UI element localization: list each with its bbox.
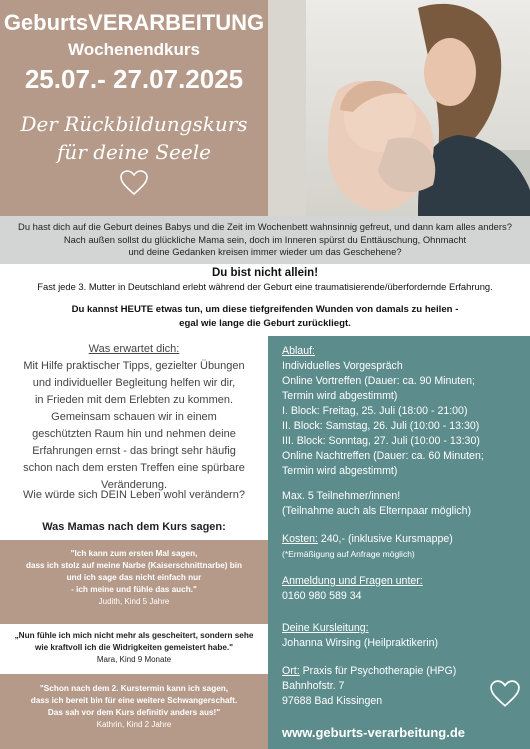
tagline-line-1: Der Rückbildungskurs bbox=[20, 112, 248, 136]
testimonial-author: Mara, Kind 9 Monate bbox=[96, 655, 172, 664]
schedule-line: II. Block: Samstag, 26. Juli (10:00 - 13:30) bbox=[282, 420, 480, 432]
location-label: Ort: bbox=[282, 665, 300, 677]
lead-block bbox=[282, 621, 526, 651]
schedule-line: III. Block: Sonntag, 27. Juli (10:00 - 13:30) bbox=[282, 435, 480, 447]
expect-question: Wie würde sich DEIN Leben wohl verändern? bbox=[23, 489, 245, 501]
participants-max: Max. 5 Teilnehmer/innen! bbox=[282, 490, 401, 502]
heart-outline-icon bbox=[120, 170, 148, 196]
testimonial-1 bbox=[0, 540, 268, 624]
expect-line: Gemeinsam schauen wir in einem bbox=[51, 411, 217, 423]
tagline-line-2: für deine Seele bbox=[57, 140, 211, 164]
not-alone-text: Fast jede 3. Mutter in Deutschland erlebt während der Geburt eine traumatisierende/überfordernde Erfahrung. bbox=[37, 281, 493, 292]
intro-line-3: und deine Gedanken kreisen immer wieder um das Geschehene? bbox=[128, 246, 402, 257]
testimonial-author: Kathrin, Kind 2 Jahre bbox=[96, 720, 172, 729]
intro-line-2: Nach außen sollst du glückliche Mama sein, doch im Inneren spürst du Enttäuschung, Ohnmacht bbox=[63, 234, 467, 245]
website-link[interactable]: www.geburts-verarbeitung.de bbox=[282, 725, 465, 740]
expect-line: und individueller Begleitung helfen wir dir, bbox=[32, 377, 236, 389]
location-line-1 bbox=[282, 664, 526, 679]
header-panel bbox=[0, 0, 268, 216]
registration-phone[interactable]: 0160 980 589 34 bbox=[282, 590, 362, 602]
expect-line: Erfahrungen ernst - das bringt sehr häufig bbox=[32, 445, 236, 457]
costs-block bbox=[282, 532, 526, 562]
testimonial-line: wie kraftvoll ich die Widrigkeiten gemeistert habe." bbox=[34, 643, 234, 652]
today-section bbox=[0, 300, 530, 336]
course-type: Wochenendkurs bbox=[68, 40, 200, 59]
testimonial-line: und ich sage das nicht einfach nur bbox=[66, 573, 202, 582]
right-column bbox=[268, 336, 530, 749]
schedule-block bbox=[282, 344, 526, 479]
intro-line-1: Du hast dich auf die Geburt deines Babys und die Zeit im Wochenbett wahnsinnig gefreut, und dann kam alles anders? bbox=[18, 221, 512, 232]
schedule-heading: Ablauf: bbox=[282, 345, 315, 357]
location-name: Praxis für Psychotherapie (HPG) bbox=[299, 665, 457, 677]
testimonial-line: Das sah vor dem Kurs definitiv anders aus!" bbox=[47, 708, 221, 717]
expect-line: Veränderung. bbox=[100, 479, 168, 491]
registration-label: Anmeldung und Fragen unter: bbox=[282, 575, 423, 587]
costs-line bbox=[282, 532, 526, 547]
testimonial-line: "Ich kann zum ersten Mal sagen, bbox=[70, 549, 198, 558]
registration-block bbox=[282, 574, 526, 604]
expect-heading: Was erwartet dich: bbox=[88, 343, 180, 355]
expect-text bbox=[8, 358, 260, 494]
schedule-line: Online Nachtreffen (Dauer: ca. 60 Minuten; bbox=[282, 450, 484, 462]
brand-title: GeburtsVERARBEITUNG bbox=[3, 10, 265, 35]
schedule-line: Individuelles Vorgespräch bbox=[282, 360, 403, 372]
schedule-line: Online Vortreffen (Dauer: ca. 90 Minuten; bbox=[282, 375, 475, 387]
expect-line: geschützten Raum hin und nehmen deine bbox=[32, 428, 236, 440]
expect-line: schon nach dem ersten Treffen eine spürbare bbox=[23, 462, 245, 474]
testimonial-line: dass ich stolz auf meine Narbe (Kaiserschnittnarbe) bin bbox=[25, 561, 243, 570]
location-city: 97688 Bad Kissingen bbox=[282, 695, 383, 707]
left-column bbox=[0, 336, 268, 749]
lead-label: Deine Kursleitung: bbox=[282, 622, 369, 634]
costs-note: (*Ermäßigung auf Anfrage möglich) bbox=[282, 549, 415, 559]
participants-note: (Teilnahme auch als Elternpaar möglich) bbox=[282, 505, 472, 517]
testimonial-line: dass ich bereit bin für eine weitere Schwangerschaft. bbox=[30, 696, 238, 705]
expect-line: in Frieden mit dem Erlebten zu kommen. bbox=[34, 394, 234, 406]
testimonial-3 bbox=[0, 674, 268, 749]
testimonial-line: - ich meine und fühle das auch." bbox=[71, 585, 197, 594]
testimonials-heading: Was Mamas nach dem Kurs sagen: bbox=[42, 521, 226, 533]
not-alone-section bbox=[0, 264, 530, 300]
mother-baby-photo bbox=[268, 0, 530, 216]
testimonial-author: Judith, Kind 5 Jahre bbox=[98, 597, 170, 606]
testimonial-line: "Schon nach dem 2. Kurstermin kann ich sagen, bbox=[39, 684, 229, 693]
schedule-line: I. Block: Freitag, 25. Juli (18:00 - 21:00) bbox=[282, 405, 468, 417]
schedule-line: Termin wird abgestimmt) bbox=[282, 465, 398, 477]
schedule-line: Termin wird abgestimmt) bbox=[282, 390, 398, 402]
testimonial-2 bbox=[0, 624, 268, 674]
lead-name: Johanna Wirsing (Heilpraktikerin) bbox=[282, 637, 439, 649]
heart-outline-icon bbox=[490, 680, 520, 708]
testimonial-line: „Nun fühle ich mich nicht mehr als gescheitert, sondern sehe bbox=[14, 631, 254, 640]
today-line-1: Du kannst HEUTE etwas tun, um diese tiefgreifenden Wunden von damals zu heilen - bbox=[71, 304, 459, 315]
participants-block bbox=[282, 489, 526, 519]
costs-label: Kosten: bbox=[282, 533, 318, 545]
location-street: Bahnhofstr. 7 bbox=[282, 680, 345, 692]
today-line-2: egal wie lange die Geburt zurückliegt. bbox=[179, 318, 351, 329]
costs-value: 240,- (inklusive Kursmappe) bbox=[317, 533, 453, 545]
not-alone-heading: Du bist nicht allein! bbox=[211, 267, 319, 279]
course-dates: 25.07.- 27.07.2025 bbox=[24, 64, 244, 94]
expect-line: Mit Hilfe praktischer Tipps, gezielter Übungen bbox=[23, 360, 245, 372]
intro-section bbox=[0, 216, 530, 264]
